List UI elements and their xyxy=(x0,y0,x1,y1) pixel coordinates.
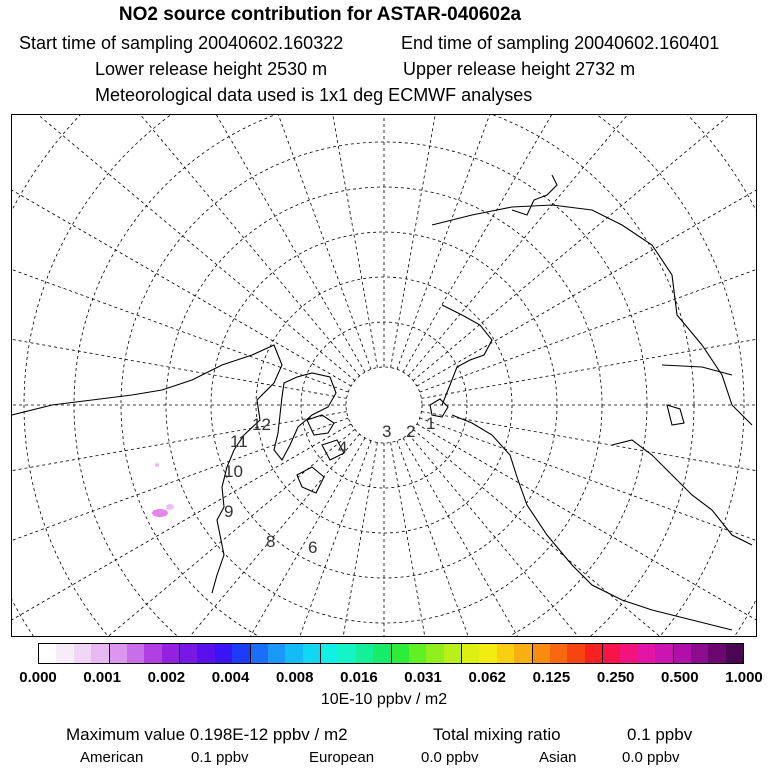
colorbar-swatch xyxy=(655,644,673,663)
upper-height-text: Upper release height 2732 m xyxy=(403,59,636,79)
colorbar-swatch xyxy=(603,644,620,663)
meridian-line xyxy=(391,442,541,637)
plume-blob xyxy=(152,509,168,517)
colorbar-swatch xyxy=(338,644,355,663)
canada-islands xyxy=(297,415,344,493)
colorbar-swatch xyxy=(533,644,550,663)
max-value-text: Maximum value 0.198E-12 ppbv / m2 xyxy=(66,725,348,744)
colorbar-swatch xyxy=(638,644,655,663)
meridian-line xyxy=(12,115,348,392)
colorbar-swatch xyxy=(56,644,73,663)
latitude-circle xyxy=(256,277,512,533)
colorbar-tick-label: 0.004 xyxy=(211,669,250,686)
colorbar-swatch xyxy=(392,644,409,663)
meridian-line xyxy=(228,115,378,368)
american-value: 0.1 ppbv xyxy=(191,749,249,766)
colorbar-swatch xyxy=(91,644,109,663)
latitude-circle xyxy=(211,232,557,578)
colorbar-swatch xyxy=(197,644,214,663)
colorbar-swatch xyxy=(215,644,232,663)
colorbar-swatch xyxy=(356,644,373,663)
meridian-line xyxy=(403,438,757,637)
colorbar-swatch xyxy=(268,644,285,663)
meridian-line xyxy=(417,424,757,637)
contour-label: 3 xyxy=(382,422,392,441)
european-value: 0.0 ppbv xyxy=(421,749,479,766)
coastlines xyxy=(12,175,752,630)
meridian-line xyxy=(12,424,351,637)
colorbar-tick-label: 1.000 xyxy=(725,669,763,686)
graticule xyxy=(12,115,757,637)
meridian-line xyxy=(12,115,355,381)
meridian-line xyxy=(12,429,355,637)
total-mixing-label: Total mixing ratio xyxy=(433,725,561,744)
colorbar-swatch xyxy=(251,644,268,663)
asian-label: Asian xyxy=(539,749,577,766)
colorbar-units: 10E-10 ppbv / m2 xyxy=(320,691,448,708)
colorbar-swatch xyxy=(426,644,443,663)
total-mixing-value: 0.1 ppbv xyxy=(627,725,693,744)
start-time-text: Start time of sampling 20040602.160322 xyxy=(19,33,344,53)
colorbar-swatch xyxy=(74,644,91,663)
meridian-line xyxy=(12,412,347,562)
asian-value: 0.0 ppbv xyxy=(622,749,680,766)
colorbar-swatch xyxy=(567,644,584,663)
contour-label: 9 xyxy=(224,502,234,521)
alaska-coast xyxy=(612,440,752,545)
meridian-line xyxy=(413,429,757,637)
colorbar-swatch xyxy=(285,644,302,663)
colorbar-tick-label: 0.016 xyxy=(340,669,378,686)
plume-blob xyxy=(155,463,159,467)
european-label: European xyxy=(309,749,375,766)
colorbar-tick-label: 0.008 xyxy=(275,669,314,686)
polar-map xyxy=(11,114,757,637)
colorbar-tick-label: 0.031 xyxy=(404,669,442,686)
meridian-line xyxy=(12,418,348,637)
contour-label: 4 xyxy=(338,438,348,457)
colorbar-swatch xyxy=(180,644,197,663)
meridian-line xyxy=(391,115,541,368)
colorbar-swatch xyxy=(691,644,708,663)
colorbar-swatch xyxy=(409,644,426,663)
meridian-line xyxy=(12,434,360,637)
colorbar-swatch xyxy=(127,644,144,663)
colorbar-tick-label: 0.062 xyxy=(468,669,507,686)
colorbar-swatch xyxy=(479,644,496,663)
meridian-line xyxy=(12,249,347,399)
contour-label: 12 xyxy=(252,415,271,434)
meridian-line xyxy=(408,115,757,376)
colorbar-swatch xyxy=(303,644,321,663)
colorbar-swatch xyxy=(373,644,391,663)
lower-height-text: Lower release height 2530 m xyxy=(95,59,328,79)
colorbar-swatch xyxy=(321,644,338,663)
meridian-line xyxy=(421,249,757,399)
colorbar-swatch xyxy=(39,644,56,663)
map-canvas xyxy=(12,115,757,637)
greenland-coast xyxy=(274,373,336,460)
colorbar-tick-label: 0.000 xyxy=(19,669,57,686)
eurasia-coast xyxy=(432,205,752,425)
colorbar-swatch xyxy=(514,644,532,663)
colorbar-swatch xyxy=(708,644,725,663)
colorbar-swatch xyxy=(620,644,637,663)
colorbar-tick-label: 0.002 xyxy=(147,669,186,686)
colorbar-swatch xyxy=(497,644,514,663)
meridian-line xyxy=(420,418,757,637)
colorbar-swatch xyxy=(444,644,462,663)
end-time-text: End time of sampling 20040602.160401 xyxy=(401,33,720,53)
contour-label: 1 xyxy=(426,414,436,433)
chart-title: NO2 source contribution for ASTAR-040602a xyxy=(118,4,522,25)
contour-label: 8 xyxy=(266,532,276,551)
colorbar xyxy=(38,643,744,664)
meteo-text: Meteorological data used is 1x1 deg ECMWF analyses xyxy=(95,85,533,105)
colorbar-swatch xyxy=(674,644,691,663)
colorbar-tick-label: 0.250 xyxy=(596,669,635,686)
american-label: American xyxy=(80,749,144,766)
colorbar-swatch xyxy=(144,644,161,663)
colorbar-swatch xyxy=(462,644,479,663)
contour-label: 10 xyxy=(224,462,243,481)
colorbar-swatch xyxy=(110,644,127,663)
meridian-line xyxy=(421,412,757,562)
meridian-line xyxy=(408,434,757,637)
colorbar-swatch xyxy=(726,644,743,663)
scandinavia-coast xyxy=(512,175,557,215)
colorbar-swatch xyxy=(550,644,567,663)
colorbar-tick-label: 0.001 xyxy=(83,669,121,686)
colorbar-swatch xyxy=(232,644,250,663)
contour-label: 2 xyxy=(406,422,416,441)
colorbar-tick-label: 0.125 xyxy=(532,669,571,686)
colorbar-swatch xyxy=(162,644,180,663)
meridian-line xyxy=(417,115,757,386)
colorbar-tick-label: 0.500 xyxy=(661,669,699,686)
colorbar-swatch xyxy=(585,644,603,663)
meridian-line xyxy=(12,115,360,376)
contour-label: 11 xyxy=(230,432,248,451)
contour-label: 6 xyxy=(308,538,318,557)
plume-blob xyxy=(166,504,174,510)
